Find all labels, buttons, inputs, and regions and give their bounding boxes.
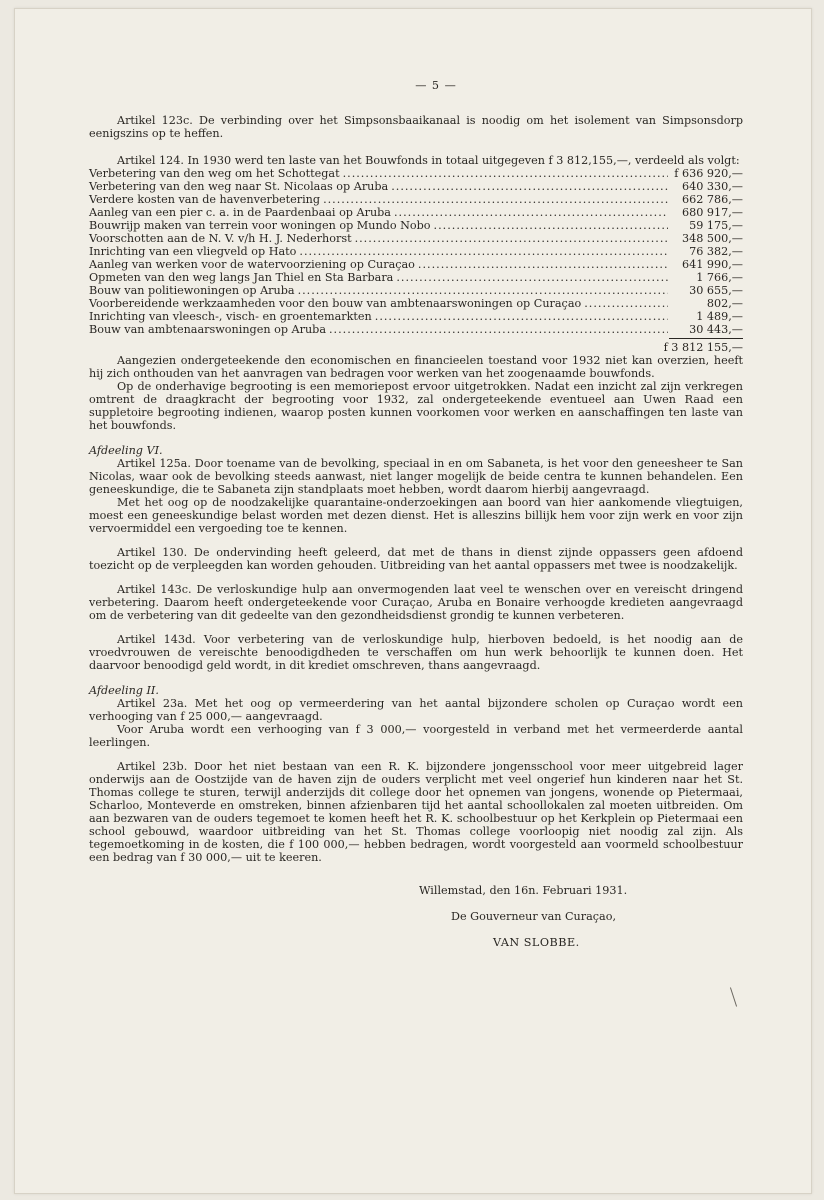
expenditure-description: Aanleg van een pier c. a. in de Paardenbaai op Aruba (89, 206, 391, 219)
total-rule (669, 338, 743, 339)
expenditure-row (89, 284, 743, 297)
place-date: Willemstad, den 16n. Februari 1931. (419, 884, 628, 897)
expenditure-amount: 76 382,— (689, 245, 743, 258)
document-body (89, 79, 743, 962)
expenditure-description: Bouw van politiewoningen op Aruba (89, 284, 295, 297)
leader-dots (584, 297, 668, 310)
expenditure-amount: 1 766,— (696, 271, 743, 284)
expenditure-row (89, 180, 743, 193)
expenditure-description: Inrichting van vleesch-, visch- en groentemarkten (89, 310, 372, 323)
leader-dots (329, 323, 668, 336)
expenditure-row (89, 193, 743, 206)
article-143c: Artikel 143c. De verloskundige hulp aan onvermogenden laat veel te wenschen over en vereischt dringend verbetering. Daarom heeft ondergeteekende voor Curaçao, Aruba en Bonaire verhoogde kredieten aangevraagd om de verbetering van dit gedeelte van den gezondheidsdienst grondig te kunnen verbeteren. (89, 583, 743, 622)
paragraph-aangezien: Aangezien ondergeteekende den economischen en financieelen toestand voor 1932 niet kan overzien, heeft hij zich onthouden van het aanvragen van bedragen voor werken van het zoogenaamde bouwfonds. (89, 354, 743, 380)
article-23a: Artikel 23a. Met het oog op vermeerdering van het aantal bijzondere scholen op Curaçao wordt een verhooging van f 25 000,— aangevraagd. (89, 697, 743, 723)
signature-block (419, 884, 743, 949)
article-23a-continued: Voor Aruba wordt een verhooging van f 3 000,— voorgesteld in verband met het vermeerderde aantal leerlingen. (89, 723, 743, 749)
expenditure-row (89, 219, 743, 232)
expenditure-row (89, 258, 743, 271)
leader-dots (394, 206, 668, 219)
article-23b: Artikel 23b. Door het niet bestaan van een R. K. bijzondere jongensschool voor meer uitgebreid lager onderwijs aan de Oostzijde van de haven zijn de ouders verplicht met veel ongerief hun kinderen naar het St. Thomas college te sturen, terwijl anderzijds dit college door het opnemen van jongens, wonende op Pietermaai, Scharloo, Monteverde en omstreken, binnen afzienbaren tijd het aantal schoollokalen zal moeten uitbreiden. Om aan bezwaren van de ouders tegemoet te komen heeft het R. K. schoolbestuur op het Kerkplein op Pietermaai een school gebouwd, waardoor uitbreiding van het St. Thomas college voorloopig niet noodig zal zijn. Als tegemoetkoming in de kosten, die f 100 000,— hebben bedragen, wordt voorgesteld aan voormeld schoolbestuur een bedrag van f 30 000,— uit te keeren. (89, 760, 743, 864)
expenditure-description: Voorschotten aan de N. V. v/h H. J. Nederhorst (89, 232, 352, 245)
expenditure-description: Voorbereidende werkzaamheden voor den bouw van ambtenaarswoningen op Curaçao (89, 297, 582, 310)
document-page (14, 8, 812, 1194)
expenditure-amount: 640 330,— (681, 180, 743, 193)
expenditure-amount: 1 489,— (696, 310, 743, 323)
article-125a-continued: Met het oog op de noodzakelijke quarantaine-onderzoekingen aan boord van hier aankomende vliegtuigen, moest een geneeskundige belast worden met dezen dienst. Het is alleszins billijk hem voor zijn werk en voor zijn vervoermiddel een vergoeding toe te kennen. (89, 496, 743, 535)
leader-dots (396, 271, 668, 284)
expenditure-total: f 3 812 155,— (663, 341, 743, 354)
expenditure-row (89, 323, 743, 336)
signatory-title: De Gouverneur van Curaçao, (451, 910, 617, 923)
expenditure-amount: f 636 920,— (674, 167, 743, 180)
article-125a: Artikel 125a. Door toename van de bevolking, speciaal in en om Sabaneta, is het voor den geneesheer te San Nicolas, waar ook de bevolking steeds aanwast, niet langer mogelijk de beide centra te kunnen behandelen. Een geneeskundige, die te Sabaneta zijn standplaats moet hebben, wordt daarom hierbij aangevraagd. (89, 457, 743, 496)
section-heading-vi: Afdeeling VI. (89, 444, 163, 457)
leader-dots (418, 258, 668, 271)
expenditure-row (89, 232, 743, 245)
leader-dots (355, 232, 668, 245)
expenditure-amount: 59 175,— (689, 219, 743, 232)
article-130: Artikel 130. De ondervinding heeft geleerd, dat met de thans in dienst zijnde oppassers geen afdoend toezicht op de verpleegden kan worden gehouden. Uitbreiding van het aantal oppassers met twee is noodzakelijk. (89, 546, 743, 572)
expenditure-amount: 348 500,— (681, 232, 743, 245)
expenditure-row (89, 167, 743, 180)
leader-dots (298, 284, 668, 297)
expenditure-description: Opmeten van den weg langs Jan Thiel en Sta Barbara (89, 271, 394, 284)
expenditure-description: Verdere kosten van de havenverbetering (89, 193, 321, 206)
section-heading-ii: Afdeeling II. (89, 684, 159, 697)
page-number: — 5 — (415, 79, 457, 92)
expenditure-amount: 30 655,— (689, 284, 743, 297)
leader-dots (299, 245, 668, 258)
expenditure-description: Aanleg van werken voor de watervoorziening op Curaçao (89, 258, 415, 271)
expenditure-row (89, 271, 743, 284)
leader-dots (323, 193, 668, 206)
leader-dots (343, 167, 668, 180)
expenditure-description: Bouwrijp maken van terrein voor woningen op Mundo Nobo (89, 219, 431, 232)
article-124-intro: Artikel 124. In 1930 werd ten laste van het Bouwfonds in totaal uitgegeven f 3 812,155,—, verdeeld als volgt: (117, 154, 740, 167)
expenditure-row (89, 297, 743, 310)
expenditure-amount: 802,— (706, 297, 743, 310)
expenditure-description: Bouw van ambtenaarswoningen op Aruba (89, 323, 326, 336)
expenditure-amount: 30 443,— (689, 323, 743, 336)
expenditure-amount: 680 917,— (681, 206, 743, 219)
paragraph-onderhavige: Op de onderhavige begrooting is een memoriepost ervoor uitgetrokken. Nadat een inzicht zal zijn verkregen omtrent de draagkracht der begrooting voor 1932, zal ondergeteekende eventueel aan Uwen Raad een suppletoire begrooting indienen, waarop posten kunnen voorkomen voor werken en aanschaffingen ten laste van het bouwfonds. (89, 380, 743, 432)
leader-dots (434, 219, 668, 232)
expenditure-row (89, 310, 743, 323)
signatory-name: VAN SLOBBE. (493, 936, 580, 949)
expenditure-description: Inrichting van een vliegveld op Hato (89, 245, 297, 258)
leader-dots (391, 180, 668, 193)
pencil-mark (730, 987, 737, 1006)
expenditure-description: Verbetering van den weg om het Schottegat (89, 167, 340, 180)
expenditure-row (89, 245, 743, 258)
expenditure-list (89, 167, 743, 336)
expenditure-description: Verbetering van den weg naar St. Nicolaas op Aruba (89, 180, 389, 193)
article-143d: Artikel 143d. Voor verbetering van de verloskundige hulp, hierboven bedoeld, is het noodig aan de vroedvrouwen de vereischte benoodigdheden te verschaffen om hun werk behoorlijk te kunnen doen. Het daarvoor benoodigd geld wordt, in dit krediet omschreven, thans aangevraagd. (89, 633, 743, 672)
leader-dots (375, 310, 668, 323)
expenditure-row (89, 206, 743, 219)
article-123c: Artikel 123c. De verbinding over het Simpsonsbaaikanaal is noodig om het isolement van Simpsonsdorp eenigszins op te heffen. (89, 114, 743, 140)
expenditure-amount: 641 990,— (681, 258, 743, 271)
expenditure-amount: 662 786,— (681, 193, 743, 206)
